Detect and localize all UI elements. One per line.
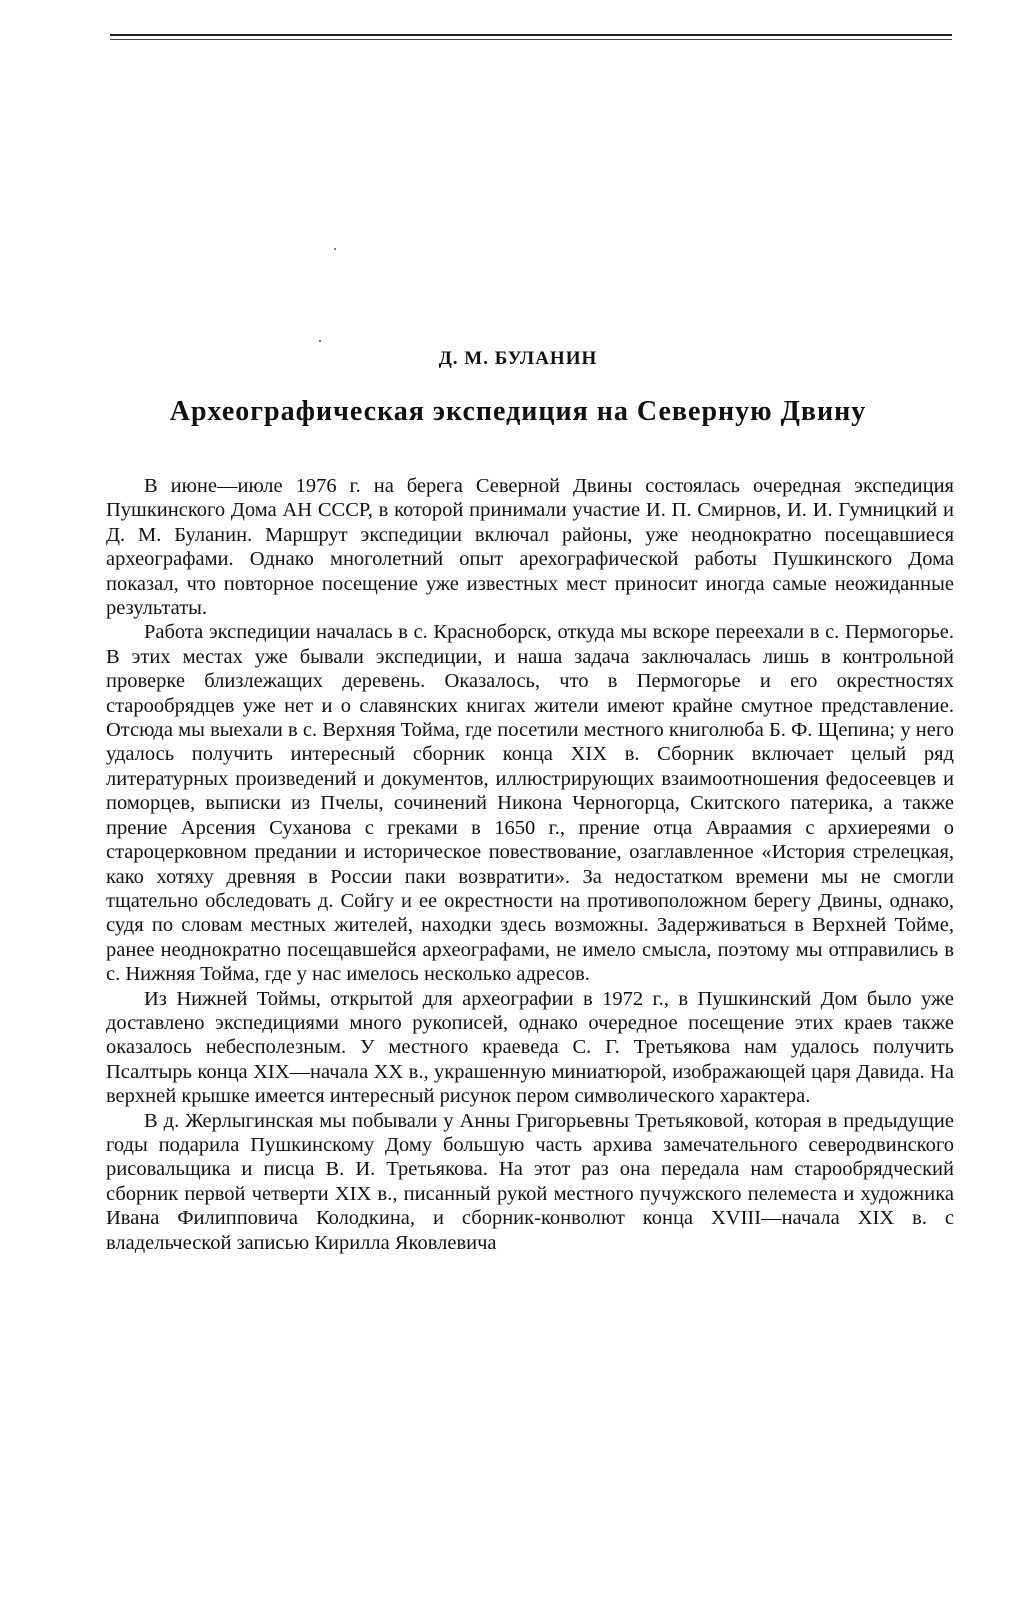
author-name: Д. М. БУЛАНИН <box>438 348 598 369</box>
top-rule-thin <box>110 39 952 40</box>
paragraph: Из Нижней Тоймы, открытой для археографии в 1972 г., в Пушкинский Дом было уже доставлено экспедициями много рукописей, однако очередное посещение этих краев также оказалось небесполезным. У местного краеведа С. Г. Третьякова нам удалось получить Псалтырь конца XIX—начала XX в., украшенную миниатюрой, изображающей царя Давида. На верхней крышке имеется интересный рисунок пером символического характера. <box>106 987 954 1108</box>
top-rule <box>110 34 952 36</box>
paragraph: В д. Жерлыгинская мы побывали у Анны Григорьевны Третьяковой, которая в предыдущие годы подарила Пушкинскому Дому большую часть архива замечательного северодвинского рисовальщика и писца В. И. Третьякова. На этот раз она передала нам старообрядческий сборник первой четверти XIX в., писанный рукой местного пучужского пелеместа и художника Ивана Филипповича Колодкина, и сборник-конволют конца XVIII—начала XIX в. с владельческой записью Кирилла Яковлевича <box>106 1109 954 1254</box>
paragraph: В июне—июле 1976 г. на берега Северной Двины состоялась очередная экспедиция Пушкинского Дома АН СССР, в которой принимали участие И. П. Смирнов, И. И. Гумницкий и Д. М. Буланин. Маршрут экспедиции включал районы, уже неоднократно посещавшиеся археографами. Однако многолетний опыт арехографической работы Пушкинского Дома показал, что повторное посещение уже известных мест приносит иногда самые неожиданные результаты. <box>106 475 954 620</box>
article-title: Археографическая экспедиция на Северную Двину <box>169 396 867 427</box>
article-body <box>106 474 954 1255</box>
print-speck <box>334 248 336 250</box>
paragraph: Работа экспедиции началась в с. Красноборск, откуда мы вскоре переехали в с. Пермогорье. В этих местах уже бывали экспедиции, и наша задача заключалась лишь в контрольной проверке близлежащих деревень. Оказалось, что в Пермогорье и его окрестностях старообрядцев уже нет и о славянских книгах жители имеют крайне смутное представление. Отсюда мы выехали в с. Верхняя Тойма, где посетили местного книголюба Б. Ф. Щепина; у него удалось получить интересный сборник конца XIX в. Сборник включает целый ряд литературных произведений и документов, иллюстрирующих взаимоотношения федосеевцев и поморцев, выписки из Пчелы, сочинений Никона Черногорца, Скитского патерика, а также прение Арсения Суханова с греками в 1650 г., прение отца Авраамия с архиереями о староцерковном предании и историческое повествование, озаглавленное «История стрелецкая, како хотяху древняя в России паки возвратити». За недостатком времени мы не смогли тщательно обследовать д. Сойгу и ее окрестности на противоположном берегу Двины, однако, судя по словам местных жителей, находки здесь возможны. Задерживаться в Верхней Тойме, ранее неоднократно посещавшейся археографами, не имело смысла, поэтому мы отправились в с. Нижняя Тойма, где у нас имелось несколько адресов. <box>106 621 954 986</box>
print-speck <box>319 340 321 342</box>
